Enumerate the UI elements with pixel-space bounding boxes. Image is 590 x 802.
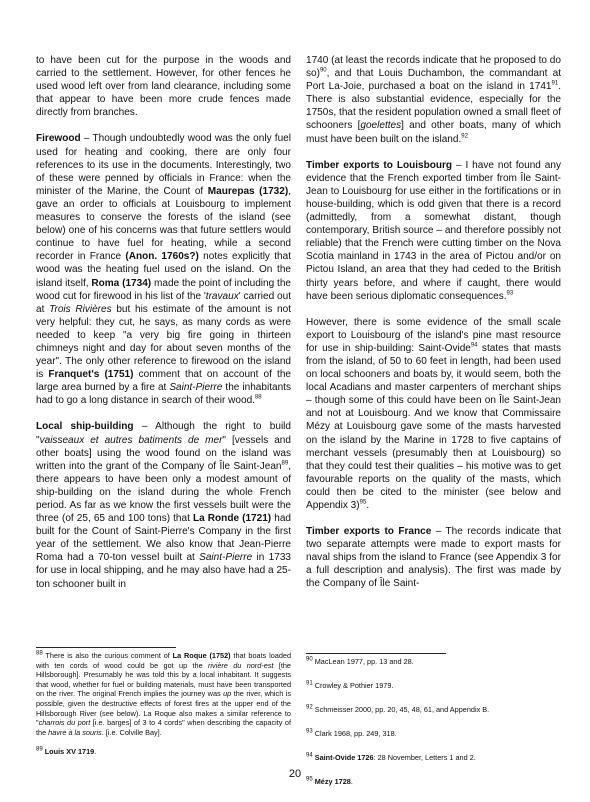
italic-text: up xyxy=(223,689,232,699)
footnote-number: 92 xyxy=(306,704,313,711)
text: Crowley & Pothier 1979. xyxy=(312,681,394,691)
footnote-number: 94 xyxy=(306,752,313,759)
footnote-marker[interactable]: 88 xyxy=(254,395,262,401)
footnote-89 xyxy=(36,747,291,757)
text: 1740 (at least the records indicate that he proposed to do so) xyxy=(306,55,561,80)
italic-text: Trois Rivières xyxy=(49,303,112,315)
text: – I have not found any evidence that the French exported timber from Île Saint-Jean to Louisbourg for use either in the fortifications or in house-building, which is odd given that there is a record (admittedly, from a somewhat distant, though contemporary, British source – and therefore possibly not reliable) that the French were cutting timber on the Nova Scotia mainland in 1743 in the area of Pictou and/or on Pictou Island, an area that they had ceded to the British thirty years before, and where if caught, there would have been serious diplomatic consequences. xyxy=(306,159,561,302)
section-heading-exports-louisbourg: Timber exports to Louisbourg xyxy=(306,159,453,171)
paragraph-exports-france xyxy=(306,525,561,590)
italic-text: goelettes xyxy=(360,120,402,132)
text: – Although the right to build " xyxy=(36,421,292,446)
left-column xyxy=(36,54,291,604)
footnote-number: 90 xyxy=(306,656,313,663)
italic-text: Saint-Pierre xyxy=(169,382,223,394)
paragraph-masts xyxy=(306,316,561,512)
footnote-90 xyxy=(306,657,561,667)
italic-text: rivière du nord-est xyxy=(208,660,274,670)
text: However, there is some evidence of the small scale export to Louisbourg of the island's pine mast resource for use in ship-building: Saint-Ovide xyxy=(306,316,561,354)
text: There is also the curious comment of xyxy=(42,651,173,660)
text: – Though undoubtedly wood was the only fuel used for heating and cooking, there are only four references to its use in the documents. Interestingly, two of these were penned by officials in France: when the minister of the Marine, the Count of xyxy=(36,133,291,197)
footnote-marker[interactable]: 95 xyxy=(359,499,367,506)
footnote-88 xyxy=(36,651,291,737)
footnote-marker[interactable]: 91 xyxy=(551,80,559,87)
reference: (Anon. 1760s?) xyxy=(125,251,199,263)
reference: La Ronde (1721) xyxy=(192,513,272,525)
page-number: 20 xyxy=(288,768,302,780)
footnote-divider xyxy=(36,647,176,648)
italic-text: travaux xyxy=(205,290,239,302)
text: Schmeisser 2000, pp. 20, 45, 48, 61, and Appendix B. xyxy=(312,705,490,715)
footnotes-left xyxy=(36,647,291,767)
footnote-divider xyxy=(306,653,446,654)
text: . [i.e. Colville Bay]. xyxy=(101,727,162,737)
text: . xyxy=(366,500,370,511)
reference: Saint-Ovide 1726 xyxy=(314,753,374,763)
reference: Maurepas (1732) xyxy=(207,185,289,197)
text: ' carried out at xyxy=(36,290,291,315)
text: , and that Louis Duchambon, the commandant at Port La-Joie, purchased a boat on the island in 1741 xyxy=(306,68,561,93)
paragraph-ship-building xyxy=(36,420,291,590)
paragraph-firewood xyxy=(36,132,291,407)
reference: Mézy 1728 xyxy=(314,777,351,787)
section-heading-ship-building: Local ship-building xyxy=(36,421,134,433)
text: to have been cut for the purpose in the woods and carried to the settlement. However, for other fences he used wood left over from land clearance, including some that appear to have been more crude fences made directly from branches. xyxy=(36,55,291,119)
paragraph-boats xyxy=(306,54,561,146)
reference: La Roque (1752) xyxy=(172,651,231,660)
text: the river, which is possible, given the destructive effects of forest fires at the upper end of the Hillsborough River (see below). La Roque also makes a similar reference to " xyxy=(36,689,291,728)
footnote-93 xyxy=(306,729,561,739)
text: – The records indicate that two separate attempts were made to export masts for naval ships from the island to France (see Appendix 3 for a full description and analysis). The first was made by the Company of Île Saint- xyxy=(306,526,561,590)
right-column xyxy=(306,54,561,604)
footnote-91 xyxy=(306,681,561,691)
text: that boats loaded with ten cords of wood could be got up the xyxy=(36,651,291,670)
text: . There is also substantial evidence, especially for the 1750s, that the resident population owned a small fleet of schooners [ xyxy=(306,81,561,132)
text: MacLean 1977, pp. 13 and 28. xyxy=(312,657,414,666)
text: " [vessels and other boats] using the wood found on the island was written into the grant of the Company of Île Saint-Jean xyxy=(36,434,291,472)
text: . xyxy=(350,777,353,787)
text: [i.e. barges] of 3 to 4 cords" when describing the capacity of the xyxy=(36,718,291,737)
footnote-marker[interactable]: 89 xyxy=(281,460,289,467)
italic-text: havre à la souris xyxy=(48,727,102,737)
footnote-marker[interactable]: 92 xyxy=(461,133,468,140)
text: the inhabitants had to go a long distance in search of their wood. xyxy=(36,382,291,407)
footnote-number: 95 xyxy=(306,777,313,784)
footnote-marker[interactable]: 90 xyxy=(319,67,327,74)
footnote-92 xyxy=(306,705,561,715)
text: but his estimate of the amount is not very helpful: they cut, he says, as many cords as were needed to keep "a very big fire going in thirteen chimneys night and day for about seven months of the year". The only other reference to firewood on the island is xyxy=(36,303,291,381)
footnote-marker[interactable]: 94 xyxy=(470,342,478,349)
text: notes explicitly that wood was the heating fuel used on the island. On the island itself, xyxy=(36,251,291,289)
footnote-number: 93 xyxy=(306,728,313,735)
footnote-marker[interactable]: 93 xyxy=(506,290,514,297)
reference: Louis XV 1719 xyxy=(44,747,95,757)
text: made the point of including the wood cut for firewood in his list of the ' xyxy=(36,277,292,302)
text: : 28 November, Letters 1 and 2. xyxy=(373,753,476,763)
text: , gave an order to officials at Louisbourg to implement measures to conserve the forests of the island (see below) one of his concerns was that future settlers would continue to have fuel for heating, while a second recorder in France xyxy=(36,185,291,263)
text: ] and other boats, many of which must have been built on the island. xyxy=(306,120,561,145)
footnote-number: 91 xyxy=(306,680,313,687)
reference: Roma (1734) xyxy=(91,277,152,289)
text: comment that on account of the large area burned by a fire at xyxy=(36,369,291,394)
text: states that masts from the island, of 50 to 60 feet in length, had been used on local schooners and boats by, it would seem, both the local Acadians and master carpenters of merchant ships – though some of this could have been on Île Saint-Jean and not at Louisbourg. And we know that Commissaire Mézy at Louisbourg gave some of the masts harvested on the island by the Marine in 1728 to five captains of merchant vessels (presumably then at Louisbourg) so that they could test their qualities – his motive was to get favourable reports on the quality of the masts, which could then be cited to the minister (see below and Appendix 3) xyxy=(306,342,561,511)
text: Clark 1968, pp. 249, 318. xyxy=(312,729,397,739)
italic-text: charrois du port xyxy=(38,718,91,728)
footnote-number: 88 xyxy=(36,650,43,657)
section-heading-firewood: Firewood xyxy=(36,133,81,145)
text: in 1733 for use in local shipping, and he may also have had a 25-ton schooner built in xyxy=(36,552,291,590)
paragraph-exports-louisbourg xyxy=(306,159,561,303)
italic-text: Saint-Pierre xyxy=(199,552,253,564)
section-heading-exports-france: Timber exports to France xyxy=(306,526,432,538)
text: , there appears to have been only a modest amount of ship-building on the island during the whole French period. As far as we know the first vessels built were the three (of 25, 65 and 100 tons) that xyxy=(36,460,291,525)
text: . xyxy=(94,747,97,757)
text: [the Hillsborough]. Presumably he was told this by a local inhabitant. It suggests that wood, whether for fuel or building materials, must have been transported on the river. The original French implies the journey was xyxy=(36,660,291,699)
footnote-94 xyxy=(306,753,561,763)
reference: Franquet's (1751) xyxy=(48,369,134,381)
paragraph-fences xyxy=(36,54,291,119)
italic-text: vaisseaux et autres batiments de mer xyxy=(39,434,223,446)
text: had built for the Count of Saint-Pierre's Company in the first year of the settlement. We also know that Jean-Pierre Roma had a 70-ton vessel built at xyxy=(36,513,291,564)
footnote-number: 89 xyxy=(36,746,43,753)
